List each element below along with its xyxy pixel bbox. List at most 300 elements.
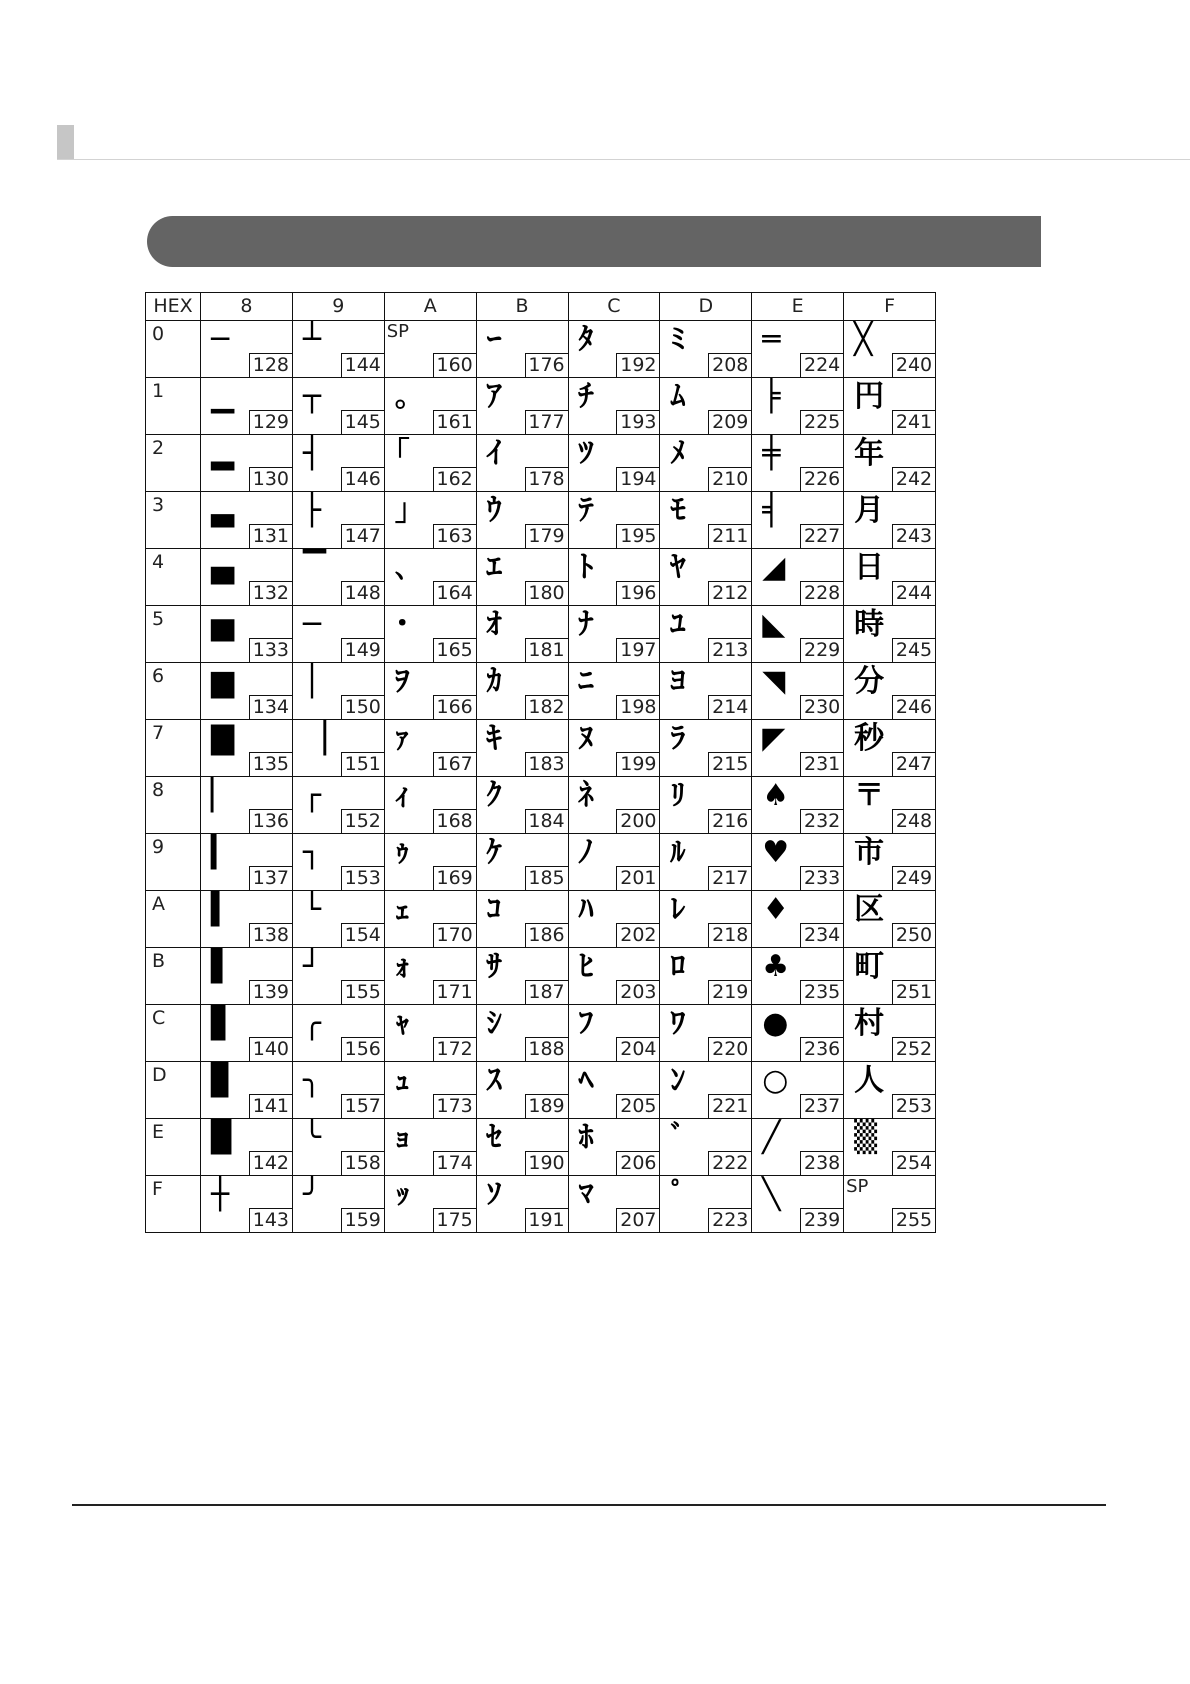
char-code: 145: [341, 410, 384, 434]
char-glyph: 日: [854, 550, 885, 585]
char-cell: [292, 321, 384, 378]
char-glyph: 分: [854, 664, 885, 699]
char-glyph: ▔: [302, 550, 326, 585]
char-glyph: ◥: [762, 664, 786, 699]
table-row: [146, 1062, 936, 1119]
char-glyph: ╭: [302, 1006, 321, 1041]
char-cell: [752, 606, 844, 663]
char-code: 184: [525, 809, 568, 833]
char-cell: [201, 549, 293, 606]
char-cell: [752, 321, 844, 378]
char-glyph: 村: [854, 1006, 885, 1041]
char-cell: [844, 720, 936, 777]
char-code: 147: [341, 524, 384, 548]
char-code: 169: [433, 866, 476, 890]
char-cell: [660, 1119, 752, 1176]
char-code: 187: [525, 980, 568, 1004]
char-cell: [660, 834, 752, 891]
char-code: 202: [616, 923, 659, 947]
char-code: 143: [249, 1208, 292, 1232]
char-code: 204: [616, 1037, 659, 1061]
table-row: [146, 606, 936, 663]
char-glyph: ﾄ: [578, 550, 594, 585]
char-code: 240: [892, 353, 935, 377]
char-cell: [384, 777, 476, 834]
char-glyph: ﾟ: [670, 1177, 686, 1212]
table-row: [146, 549, 936, 606]
char-glyph: ┌: [302, 778, 321, 813]
char-glyph: ♥: [762, 835, 790, 870]
char-glyph: ▍: [211, 892, 235, 927]
char-glyph: ╲: [762, 1177, 781, 1212]
char-code: 216: [708, 809, 751, 833]
char-glyph: ┼: [211, 1177, 230, 1212]
char-cell: [476, 720, 568, 777]
char-code: 136: [249, 809, 292, 833]
table-row: [146, 435, 936, 492]
char-glyph: ▕: [302, 721, 326, 756]
char-glyph: ｸ: [486, 778, 502, 813]
char-glyph: ┬: [302, 379, 321, 414]
char-glyph: ﾍ: [578, 1063, 594, 1098]
char-glyph: ─: [302, 607, 321, 642]
char-glyph: ﾁ: [578, 379, 594, 414]
char-glyph: ﾆ: [578, 664, 594, 699]
char-code: 196: [616, 581, 659, 605]
table-row: [146, 948, 936, 1005]
char-cell: [568, 891, 660, 948]
char-cell: [660, 1176, 752, 1233]
row-header: [146, 948, 201, 1005]
char-code: 133: [249, 638, 292, 662]
row-header: [146, 720, 201, 777]
char-cell: [292, 378, 384, 435]
char-cell: [292, 777, 384, 834]
char-code: 150: [341, 695, 384, 719]
char-code: 159: [341, 1208, 384, 1232]
char-code: 245: [892, 638, 935, 662]
char-glyph: 年: [854, 436, 885, 471]
row-label: 3: [152, 494, 165, 516]
row-label: E: [152, 1121, 165, 1143]
char-glyph: ｲ: [486, 436, 502, 471]
char-code: 157: [341, 1094, 384, 1118]
char-cell: [568, 663, 660, 720]
char-cell: [568, 435, 660, 492]
char-code: 238: [800, 1151, 843, 1175]
char-glyph: ▂: [211, 436, 235, 471]
corner-header: HEX: [146, 293, 201, 321]
char-glyph: ｷ: [486, 721, 502, 756]
char-cell: [660, 606, 752, 663]
char-glyph: ｱ: [486, 379, 502, 414]
char-code: 153: [341, 866, 384, 890]
char-glyph: ┤: [302, 436, 321, 471]
char-code: 233: [800, 866, 843, 890]
char-cell: [844, 1062, 936, 1119]
char-glyph: ♣: [762, 949, 790, 984]
char-code: 254: [892, 1151, 935, 1175]
char-glyph: ﾊ: [578, 892, 594, 927]
char-code: 220: [708, 1037, 751, 1061]
char-code: 183: [525, 752, 568, 776]
row-header: [146, 834, 201, 891]
char-cell: [201, 663, 293, 720]
char-cell: [752, 777, 844, 834]
char-glyph: ╯: [302, 1177, 321, 1212]
char-code: 139: [249, 980, 292, 1004]
char-glyph: 円: [854, 379, 885, 414]
char-glyph: ╪: [762, 436, 781, 471]
char-glyph: ▏: [211, 778, 235, 813]
char-cell: [660, 1005, 752, 1062]
char-code: 206: [616, 1151, 659, 1175]
column-header: F: [844, 293, 936, 321]
char-code: 214: [708, 695, 751, 719]
char-cell: [292, 948, 384, 1005]
char-glyph: ◣: [762, 607, 786, 642]
row-header: [146, 1062, 201, 1119]
char-cell: [660, 378, 752, 435]
char-code: 171: [433, 980, 476, 1004]
char-cell: [384, 1062, 476, 1119]
char-code: 255: [892, 1208, 935, 1232]
char-code: 156: [341, 1037, 384, 1061]
char-cell: [752, 663, 844, 720]
row-label: 1: [152, 380, 165, 402]
char-glyph: ﾌ: [578, 1006, 594, 1041]
char-code: 155: [341, 980, 384, 1004]
char-glyph: ﾓ: [670, 493, 686, 528]
char-cell: [476, 834, 568, 891]
char-code: 212: [708, 581, 751, 605]
table-row: [146, 1119, 936, 1176]
char-code: 170: [433, 923, 476, 947]
char-glyph: ▇: [211, 721, 235, 756]
char-glyph: ▃: [211, 493, 235, 528]
char-cell: [476, 948, 568, 1005]
header-row: [146, 293, 936, 321]
char-code: 253: [892, 1094, 935, 1118]
char-glyph: ･: [394, 607, 410, 642]
char-cell: [568, 549, 660, 606]
char-glyph: ▊: [211, 1063, 235, 1098]
char-code: 208: [708, 353, 751, 377]
char-cell: [292, 549, 384, 606]
char-glyph: ｾ: [486, 1120, 502, 1155]
char-cell: [292, 663, 384, 720]
char-glyph: ﾂ: [578, 436, 594, 471]
char-glyph: ﾀ: [578, 322, 594, 357]
char-glyph: ｦ: [394, 664, 410, 699]
char-cell: [752, 492, 844, 549]
char-code: 182: [525, 695, 568, 719]
char-cell: [476, 663, 568, 720]
char-glyph: ｹ: [486, 835, 502, 870]
char-glyph: ｯ: [394, 1177, 410, 1212]
char-code: 160: [433, 353, 476, 377]
char-glyph: ｵ: [486, 607, 502, 642]
char-glyph: ﾃ: [578, 493, 594, 528]
char-cell: [384, 834, 476, 891]
character-code-table: [145, 292, 936, 1233]
char-glyph: ┐: [302, 835, 321, 870]
char-glyph: 秒: [854, 721, 885, 756]
char-code: 198: [616, 695, 659, 719]
char-cell: [476, 435, 568, 492]
char-cell: [384, 948, 476, 1005]
row-header: [146, 891, 201, 948]
char-cell: [844, 1119, 936, 1176]
row-header: [146, 1119, 201, 1176]
char-glyph: ﾞ: [670, 1120, 686, 1155]
char-cell: [476, 606, 568, 663]
char-glyph: ﾈ: [578, 778, 594, 813]
char-cell: [844, 948, 936, 1005]
row-header: [146, 663, 201, 720]
column-header: 9: [292, 293, 384, 321]
char-code: 161: [433, 410, 476, 434]
char-glyph: 町: [854, 949, 885, 984]
char-code: 215: [708, 752, 751, 776]
char-cell: [292, 891, 384, 948]
column-header: E: [752, 293, 844, 321]
table-row: [146, 492, 936, 549]
char-glyph: ﾉ: [578, 835, 594, 870]
char-glyph: ﾏ: [578, 1177, 594, 1212]
char-glyph: ﾔ: [670, 550, 686, 585]
char-glyph: 月: [854, 493, 885, 528]
char-code: 209: [708, 410, 751, 434]
char-glyph: SP: [386, 321, 410, 342]
char-cell: [201, 891, 293, 948]
char-glyph: ｡: [394, 379, 410, 414]
char-cell: [660, 1062, 752, 1119]
char-glyph: ▅: [211, 607, 235, 642]
char-cell: [292, 1176, 384, 1233]
table-row: [146, 321, 936, 378]
footer-rule: [72, 1504, 1106, 1506]
char-cell: [752, 1119, 844, 1176]
char-cell: [292, 834, 384, 891]
row-label: 7: [152, 722, 165, 744]
table-row: [146, 834, 936, 891]
char-cell: [476, 777, 568, 834]
char-code: 138: [249, 923, 292, 947]
char-cell: [292, 1005, 384, 1062]
char-code: 129: [249, 410, 292, 434]
char-glyph: ╮: [302, 1063, 321, 1098]
char-code: 152: [341, 809, 384, 833]
char-cell: [752, 1062, 844, 1119]
char-code: 134: [249, 695, 292, 719]
char-cell: [752, 435, 844, 492]
char-cell: [384, 1119, 476, 1176]
char-cell: [476, 891, 568, 948]
char-code: 241: [892, 410, 935, 434]
char-code: 141: [249, 1094, 292, 1118]
char-code: 249: [892, 866, 935, 890]
char-glyph: ♠: [762, 778, 790, 813]
char-cell: [752, 948, 844, 1005]
char-code: 251: [892, 980, 935, 1004]
char-code: 178: [525, 467, 568, 491]
column-header: A: [384, 293, 476, 321]
char-code: 244: [892, 581, 935, 605]
char-code: 186: [525, 923, 568, 947]
char-code: 227: [800, 524, 843, 548]
row-label: 9: [152, 836, 165, 858]
char-cell: [201, 435, 293, 492]
char-glyph: ﾚ: [670, 892, 686, 927]
char-cell: [292, 1062, 384, 1119]
char-glyph: 〒: [854, 778, 885, 813]
char-cell: [568, 1176, 660, 1233]
char-glyph: ▉: [211, 1120, 235, 1155]
char-glyph: ﾙ: [670, 835, 686, 870]
char-glyph: ●: [762, 1006, 789, 1041]
char-cell: [844, 891, 936, 948]
char-glyph: ﾘ: [670, 778, 686, 813]
char-code: 222: [708, 1151, 751, 1175]
column-header: B: [476, 293, 568, 321]
char-glyph: ｢: [394, 436, 410, 471]
table-row: [146, 663, 936, 720]
char-code: 218: [708, 923, 751, 947]
char-cell: [384, 720, 476, 777]
char-cell: [476, 1005, 568, 1062]
char-code: 179: [525, 524, 568, 548]
row-label: 2: [152, 437, 165, 459]
char-cell: [201, 834, 293, 891]
char-glyph: ◢: [762, 550, 786, 585]
char-code: 213: [708, 638, 751, 662]
char-cell: [201, 606, 293, 663]
char-code: 199: [616, 752, 659, 776]
char-code: 201: [616, 866, 659, 890]
char-code: 230: [800, 695, 843, 719]
char-code: 228: [800, 581, 843, 605]
char-code: 158: [341, 1151, 384, 1175]
char-cell: [292, 492, 384, 549]
char-glyph: ╞: [762, 379, 781, 414]
table-row: [146, 720, 936, 777]
char-glyph: ○: [762, 1063, 789, 1098]
row-header: [146, 549, 201, 606]
char-code: 146: [341, 467, 384, 491]
char-glyph: ﾑ: [670, 379, 686, 414]
char-cell: [384, 321, 476, 378]
char-cell: [844, 663, 936, 720]
char-glyph: ｶ: [486, 664, 502, 699]
char-cell: [384, 1005, 476, 1062]
char-cell: [660, 549, 752, 606]
char-code: 252: [892, 1037, 935, 1061]
char-code: 168: [433, 809, 476, 833]
char-glyph: │: [302, 664, 321, 699]
char-glyph: ｿ: [486, 1177, 502, 1212]
char-code: 151: [341, 752, 384, 776]
char-cell: [660, 321, 752, 378]
char-glyph: ﾇ: [578, 721, 594, 756]
char-cell: [752, 891, 844, 948]
char-glyph: ﾕ: [670, 607, 686, 642]
char-code: 221: [708, 1094, 751, 1118]
char-glyph: ｭ: [394, 1063, 410, 1098]
char-glyph: ﾅ: [578, 607, 594, 642]
char-cell: [384, 606, 476, 663]
char-code: 140: [249, 1037, 292, 1061]
row-header: [146, 606, 201, 663]
char-glyph: ╡: [762, 493, 781, 528]
char-cell: [844, 435, 936, 492]
char-glyph: 区: [854, 892, 885, 927]
char-glyph: ｽ: [486, 1063, 502, 1098]
char-cell: [384, 435, 476, 492]
char-glyph: ◤: [762, 721, 786, 756]
char-code: 247: [892, 752, 935, 776]
char-code: 225: [800, 410, 843, 434]
char-glyph: ｧ: [394, 721, 410, 756]
char-code: 172: [433, 1037, 476, 1061]
row-label: 0: [152, 323, 165, 345]
char-cell: [292, 720, 384, 777]
char-cell: [752, 834, 844, 891]
char-code: 192: [616, 353, 659, 377]
row-header: [146, 1005, 201, 1062]
char-cell: [384, 891, 476, 948]
char-glyph: ｬ: [394, 1006, 410, 1041]
char-cell: [844, 1176, 936, 1233]
char-glyph: ♦: [762, 892, 790, 927]
char-cell: [568, 1119, 660, 1176]
char-cell: [476, 492, 568, 549]
char-cell: [201, 1062, 293, 1119]
row-label: D: [152, 1064, 167, 1086]
char-cell: [568, 1005, 660, 1062]
char-cell: [201, 492, 293, 549]
header-marker: [57, 125, 74, 159]
table-row: [146, 891, 936, 948]
char-cell: [201, 1005, 293, 1062]
char-code: 232: [800, 809, 843, 833]
char-code: 167: [433, 752, 476, 776]
char-cell: [292, 1119, 384, 1176]
char-cell: [844, 378, 936, 435]
char-code: 197: [616, 638, 659, 662]
char-code: 162: [433, 467, 476, 491]
row-header: [146, 378, 201, 435]
table-row: [146, 777, 936, 834]
char-glyph: ▆: [211, 664, 235, 699]
char-glyph: ▁: [211, 379, 235, 414]
char-code: 177: [525, 410, 568, 434]
char-cell: [844, 321, 936, 378]
char-code: 193: [616, 410, 659, 434]
char-code: 237: [800, 1094, 843, 1118]
char-glyph: 時: [854, 607, 885, 642]
char-code: 242: [892, 467, 935, 491]
char-cell: [568, 606, 660, 663]
char-glyph: ﾎ: [578, 1120, 594, 1155]
char-code: 164: [433, 581, 476, 605]
char-cell: [660, 435, 752, 492]
char-code: 234: [800, 923, 843, 947]
char-glyph: ﾐ: [670, 322, 686, 357]
header-rule: [57, 159, 1190, 160]
char-code: 224: [800, 353, 843, 377]
char-code: 148: [341, 581, 384, 605]
